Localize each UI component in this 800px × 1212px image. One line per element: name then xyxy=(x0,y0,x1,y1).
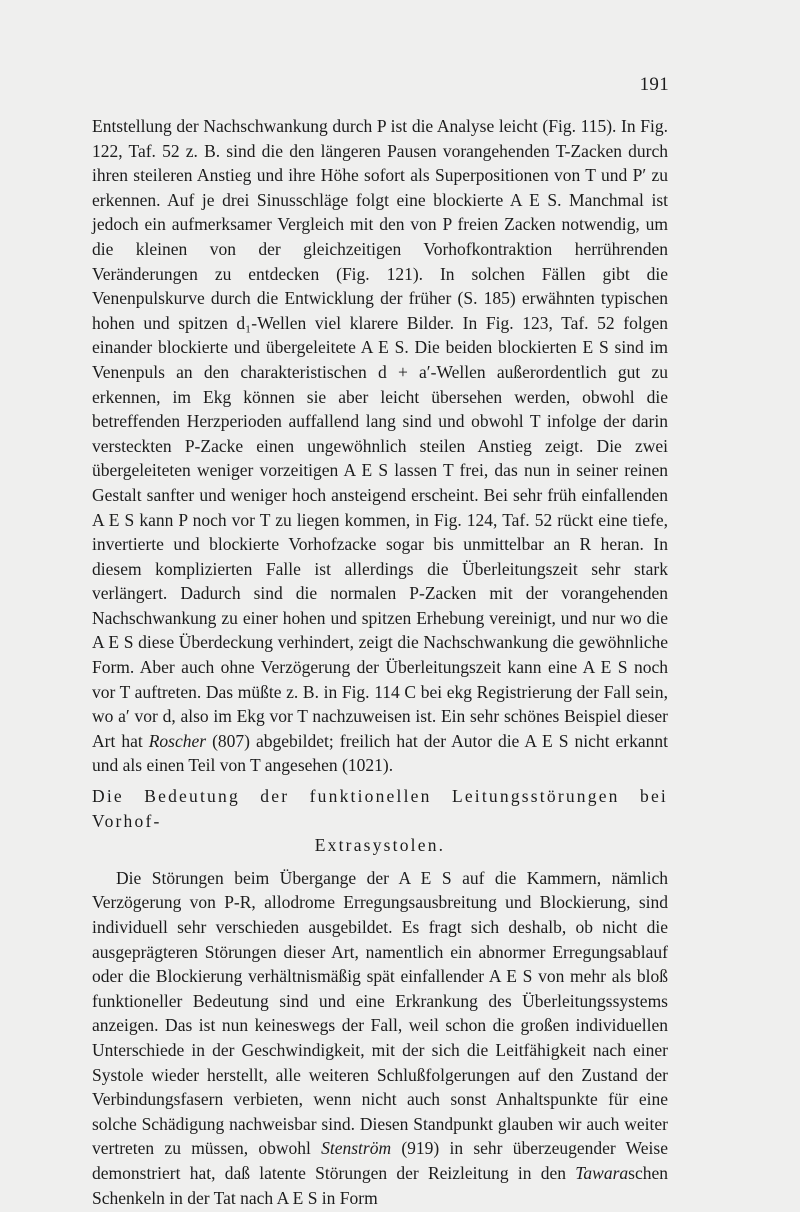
author-name: Tawara xyxy=(575,1162,629,1183)
paragraph-text: Die Störungen beim Übergange der A E S auf die Kammern, nämlich Verzögerung von P-R, allodrome Erregungsausbreitung und Blockierung, sind individuell sehr verschieden ausgebildet. Es fragt sich deshalb, ob nicht die ausgeprägteren Störungen dieser Art, namentlich ein abnormer Erregungsablauf oder die Blockierung verhältnismäßig spät einfallender A E S von mehr als bloß funktioneller Bedeutung sind und eine Erkrankung des Überleitungssystems anzeigen. Das ist nun keineswegs der Fall, weil schon die großen individuellen Unterschiede in der Geschwindigkeit, mit der sich die Leitfähigkeit nach einer Systole wieder herstellt, alle weiteren Schlußfolgerungen auf den Zustand der Verbindungsfasern verbieten, wenn nicht auch sonst Anhaltspunkte für eine solche Schädigung nachweisbar sind. Diesen Standpunkt glauben wir auch weiter vertreten zu müssen, obwohl xyxy=(92,867,668,1159)
author-name: Stenström xyxy=(321,1138,392,1159)
page-number: 191 xyxy=(639,74,669,95)
section-heading xyxy=(92,784,668,858)
paragraph-text: Entstellung der Nachschwankung durch P ist die Analyse leicht (Fig. 115). In Fig. 122, Taf. 52 z. B. sind die den längeren Pausen vorangehenden T-Zacken durch ihren steileren Anstieg und ihre Höhe sofort als Superpositionen von T und P′ zu erkennen. Auf je drei Sinusschläge folgt eine blockierte A E S. Manchmal ist jedoch ein aufmerksamer Vergleich mit den von P freien Zacken notwendig, um die kleinen von der gleichzeitigen Vorhofkontraktion herrührenden Veränderungen zu entdecken (Fig. 121). In solchen Fällen gibt die Venenpulskurve durch die Entwicklung der früher (S. 185) erwähnten typischen hohen und spitzen d₁-Wellen viel klarere Bilder. In Fig. 123, Taf. 52 folgen einander blockierte und übergeleitete A E S. Die beiden blockierten E S sind im Venenpuls an den charakteristischen d + a′-Wellen außerordentlich gut zu erkennen, im Ekg können sie aber leicht übersehen werden, obwohl die betreffenden Herzperioden auffallend lang sind und obwohl T infolge der darin versteckten P-Zacke einen ungewöhnlich steilen Anstieg zeigt. Die zwei übergeleiteten weniger vorzeitigen A E S lassen T frei, das nun in seiner reinen Gestalt sanfter und weniger hoch ansteigend erscheint. Bei sehr früh einfallenden A E S kann P noch vor T zu liegen kommen, in Fig. 124, Taf. 52 rückt eine tiefe, invertierte und blockierte Vorhofzacke sogar bis unmittelbar an R heran. In diesem komplizierten Falle ist allerdings die Überleitungszeit sehr stark verlängert. Dadurch sind die normalen P-Zacken mit der vorangehenden Nachschwankung zu einer hohen und spitzen Erhebung vereinigt, und nur wo die A E S diese Überdeckung verhindert, zeigt die Nachschwankung die gewöhnliche Form. Aber auch ohne Verzögerung der Überleitungszeit kann eine A E S noch vor T auftreten. Das müßte z. B. in Fig. 114 C bei ekg Registrierung der Fall sein, wo a′ vor d, also im Ekg vor T nachzuweisen ist. Ein sehr schönes Beispiel dieser Art hat xyxy=(92,116,668,751)
section-heading-line2: Extrasystolen. xyxy=(314,835,446,856)
paragraph-text: (807) abgebildet; freilich hat der Autor die A E S nicht erkannt und als einen Teil von T angesehen (1021). xyxy=(92,730,668,776)
paragraph-text: (919) in sehr überzeugender Weise demonstriert hat, daß latente Störungen der Reizleitung in den xyxy=(92,1138,668,1183)
paragraph-continued xyxy=(92,114,668,778)
paragraph-text: schen Schenkeln in der Tat nach A E S in Form xyxy=(92,1162,668,1208)
author-name: Roscher xyxy=(148,730,207,751)
page-body xyxy=(92,114,668,1210)
paragraph xyxy=(92,866,668,1210)
section-heading-line1: Die Bedeutung der funktionellen Leitungsstörungen bei Vorhof- xyxy=(92,786,668,831)
